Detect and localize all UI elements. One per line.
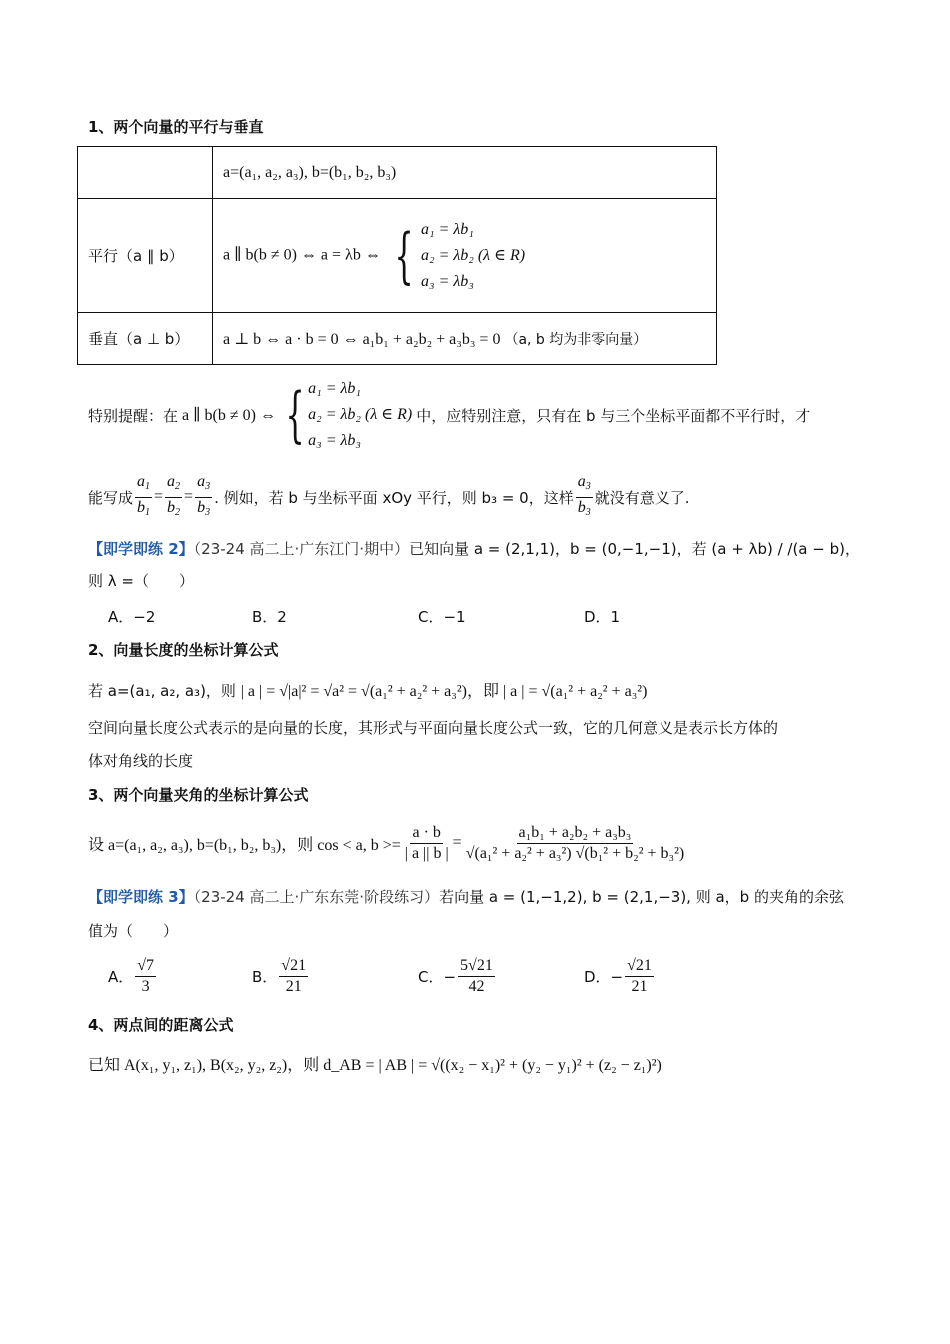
- length-paragraph-line1: 空间向量长度公式表示的是向量的长度，其形式与平面向量长度公式一致，它的几何意义是表示长方体的: [88, 719, 779, 737]
- section-3-title: 3、两个向量夹角的坐标计算公式: [88, 786, 309, 804]
- special-note-line2: 能写成 $\frac{a_1}{b_1}$ = $\frac{a_2}{b_2}$ = $\frac{a_3}{b_3}$ . 例如，若 b 与坐标平面 xOy 平行，则 b₃ = 0，这样 $\frac{a_3}{b_3}$ 就没有意义了.: [88, 472, 690, 518]
- length-paragraph-line2: 体对角线的长度: [88, 752, 194, 770]
- exercise-3: 【即学即练 3】（23-24 高二上·广东东莞·阶段练习）若向量 a = (1,−1,2), b = (2,1,−3), 则 a，b 的夹角的余弦: [88, 888, 844, 906]
- table-row3-label: 垂直（a ⊥ b）: [78, 313, 213, 365]
- table-row2-label: 平行（a ∥ b）: [78, 199, 213, 313]
- exercise-2-option-d[interactable]: D．1: [584, 608, 621, 626]
- angle-fraction-2: $\frac{\text{a₁b₁ + a₂b₂ + a₃b₃}}{\text{√(a₁² + a₂² + a₃²) √(b₁² + b₂² + b₃²)}}$: [465, 823, 685, 862]
- exercise-2-option-b[interactable]: B．2: [252, 608, 287, 626]
- special-note: 特别提醒：在 a ∥ b(b ≠ 0) ⇔ { a₁ = λb₁ a₂ = λb₂ (λ ∈ R) a₃ = λb₃ 中，应特别注意，只有在 b 与三个坐标平面都不平行时，才: [88, 380, 811, 450]
- exercise-2-line2: 则 λ =（ ）: [88, 572, 194, 590]
- angle-fraction-1: $\frac{a \cdot b}{| a || b |}$: [404, 823, 449, 862]
- table-row3-formula: a ⊥ b ⇔ a · b = 0 ⇔ a₁b₁ + a₂b₂ + a₃b₃ = 0 （a, b 均为非零向量）: [213, 313, 717, 365]
- exercise-3-option-d[interactable]: D．− $\frac{√21}{21}$: [584, 957, 652, 995]
- parallel-perpendicular-table: [77, 146, 717, 365]
- angle-formula: 设 a=(a₁, a₂, a₃), b=(b₁, b₂, b₃)，则 cos < a, b >= $\frac{a \cdot b}{| a || b |}$ = $\frac{\text{a₁b₁ + a₂b₂ + a₃b₃}}{\text{√(a₁² + a₂² + a₃²) √(b₁² + b₂² + b₃²)}}$: [88, 823, 685, 862]
- exercise-3-option-a[interactable]: A． $\frac{√7}{3}$: [108, 957, 155, 995]
- length-formula: 若 a=(a₁, a₂, a₃)，则 | a | = √|a|² = √a² = √(a₁² + a₂² + a₃²)，即 | a | = √(a₁² + a₂² + a₃²): [88, 682, 648, 700]
- table-cell-empty: [78, 147, 213, 199]
- table-row2-formula: a ∥ b(b ≠ 0) ⇔ a = λb ⇔ { a₁ = λb₁ a₂ = λb₂ (λ ∈ R) a₃ = λb₃: [213, 199, 717, 313]
- exercise-3-option-b[interactable]: B． $\frac{√21}{21}$: [252, 957, 307, 995]
- section-2-title: 2、向量长度的坐标计算公式: [88, 641, 279, 659]
- table-row2-system: a₁ = λb₁ a₂ = λb₂ (λ ∈ R) a₃ = λb₃: [421, 220, 526, 290]
- table-row1-formula: a=(a₁, a₂, a₃), b=(b₁, b₂, b₃): [213, 147, 717, 199]
- section-4-title: 4、两点间的距离公式: [88, 1016, 234, 1034]
- exercise-2: 【即学即练 2】（23-24 高二上·广东江门·期中）已知向量 a = (2,1,1)，b = (0,−1,−1)，若 (a + λb) / /(a − b)，: [88, 540, 860, 558]
- exercise-2-option-a[interactable]: A．−2: [108, 608, 156, 626]
- exercise-3-option-c[interactable]: C．− $\frac{5√21}{42}$: [418, 957, 493, 995]
- exercise-2-option-c[interactable]: C．−1: [418, 608, 466, 626]
- section-1-title: 1、两个向量的平行与垂直: [88, 118, 264, 136]
- exercise-3-line2: 值为（ ）: [88, 922, 179, 940]
- distance-formula: 已知 A(x₁, y₁, z₁), B(x₂, y₂, z₂)，则 d_AB = | AB | = √((x₂ − x₁)² + (y₂ − y₁)² + (z₂ − z₁)²): [88, 1057, 662, 1074]
